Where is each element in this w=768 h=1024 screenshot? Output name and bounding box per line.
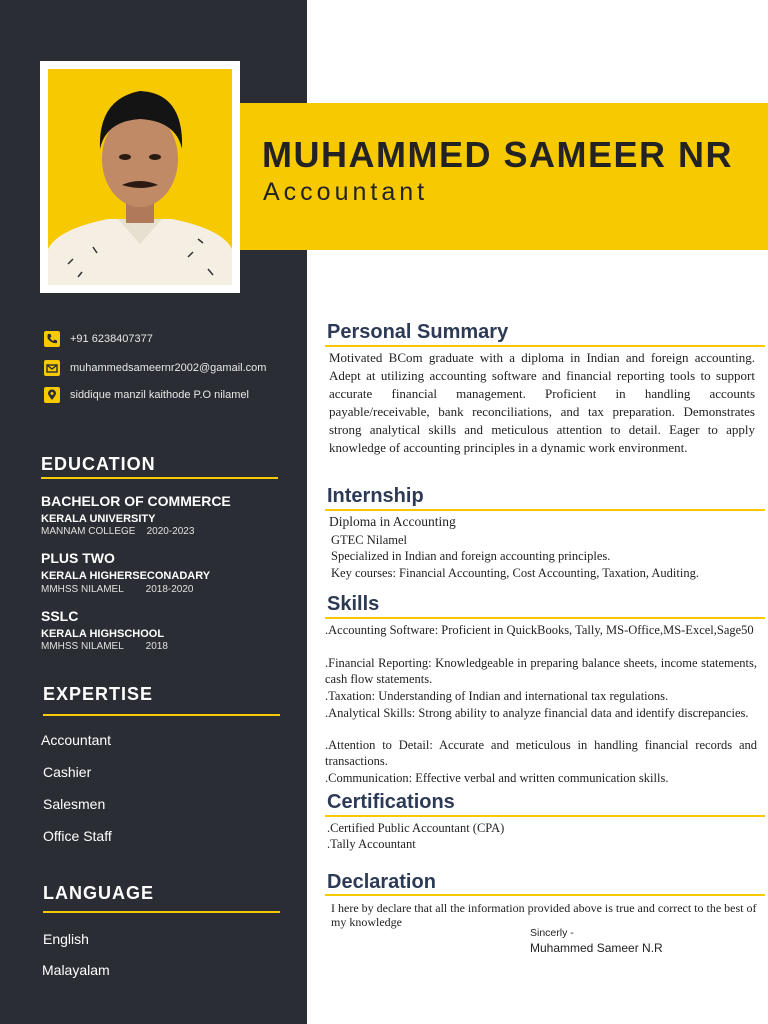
contact-phone-text: +91 6238407377	[70, 333, 153, 345]
education-degree: BACHELOR OF COMMERCE	[41, 493, 231, 509]
education-degree: SSLC	[41, 608, 79, 624]
certifications-heading: Certifications	[327, 791, 455, 813]
education-institution: KERALA HIGHSCHOOL	[41, 628, 165, 640]
declaration-divider	[325, 894, 765, 896]
candidate-name: MUHAMMED SAMEER NR	[262, 134, 733, 175]
expertise-item: Cashier	[43, 764, 92, 780]
expertise-divider	[43, 714, 280, 716]
summary-divider	[325, 345, 765, 347]
declaration-signature: Muhammed Sameer N.R	[530, 941, 663, 955]
language-item: English	[43, 931, 89, 947]
education-divider	[41, 477, 278, 479]
contact-email-text: muhammedsameernr2002@gamail.com	[70, 362, 267, 374]
education-detail: MMHSS NILAMEL 2018	[41, 641, 168, 652]
language-item: Malayalam	[42, 962, 110, 978]
internship-heading: Internship	[327, 485, 424, 507]
declaration-closing: Sincerly -	[530, 927, 574, 939]
expertise-item: Office Staff	[43, 828, 112, 844]
education-degree: PLUS TWO	[41, 550, 115, 566]
skills-divider	[325, 617, 765, 619]
header-banner	[240, 103, 768, 250]
internship-line: Key courses: Financial Accounting, Cost Accounting, Taxation, Auditing.	[331, 566, 699, 580]
profile-photo-frame	[40, 61, 240, 293]
skill-item: .Communication: Effective verbal and written communication skills.	[325, 771, 669, 785]
language-heading: LANGUAGE	[43, 883, 154, 903]
expertise-item: Salesmen	[43, 796, 106, 812]
job-title: Accountant	[263, 178, 429, 206]
mail-icon	[44, 360, 60, 376]
contact-address	[44, 386, 249, 404]
certification-item: .Tally Accountant	[327, 837, 416, 851]
skill-item: .Taxation: Understanding of Indian and international tax regulations.	[325, 689, 669, 703]
expertise-item: Accountant	[41, 732, 112, 748]
summary-text: Motivated BCom graduate with a diploma in Indian and foreign accounting. Adept at utilizing accounting software and financial reporting tools to support accurate financial management. Proficient in handling accounts payable/receivable, bank reconciliations, and tax preparation. Demonstrates strong analytical skills and meticulous attention to detail. Eager to apply knowledge of accounting principles in a dynamic work environment.	[329, 350, 755, 455]
skill-item: .Accounting Software: Proficient in QuickBooks, Tally, MS-Office,MS-Excel,Sage50	[325, 623, 754, 637]
profile-photo	[48, 69, 232, 285]
internship-divider	[325, 509, 765, 511]
education-institution: KERALA HIGHERSECONADARY	[41, 570, 211, 582]
internship-line: Specialized in Indian and foreign accounting principles.	[331, 549, 611, 563]
skill-item: .Analytical Skills: Strong ability to analyze financial data and identify discrepancies.	[325, 706, 749, 720]
phone-icon	[44, 331, 60, 347]
expertise-heading: EXPERTISE	[43, 684, 154, 704]
education-heading: EDUCATION	[41, 454, 156, 474]
skills-heading: Skills	[327, 593, 380, 615]
skill-item: .Financial Reporting: Knowledgeable in preparing balance sheets, income statements, cash flow statements.	[325, 656, 757, 686]
summary-heading: Personal Summary	[327, 321, 509, 343]
location-icon	[44, 387, 60, 403]
internship-line: GTEC Nilamel	[331, 533, 408, 547]
contact-phone	[44, 330, 153, 348]
education-detail: MMHSS NILAMEL 2018-2020	[41, 584, 194, 595]
skill-item: .Attention to Detail: Accurate and meticulous in handling financial records and transactions.	[325, 738, 757, 768]
declaration-text: I here by declare that all the information provided above is true and correct to the best of my knowledge	[331, 901, 757, 929]
contact-email	[44, 359, 266, 377]
certification-item: .Certified Public Accountant (CPA)	[327, 821, 505, 835]
certifications-divider	[325, 815, 765, 817]
declaration-heading: Declaration	[327, 871, 436, 893]
contact-address-text: siddique manzil kaithode P.O nilamel	[70, 389, 249, 401]
education-detail: MANNAM COLLEGE 2020-2023	[41, 526, 195, 537]
education-institution: KERALA UNIVERSITY	[41, 513, 156, 525]
internship-line: Diploma in Accounting	[329, 514, 456, 529]
language-divider	[43, 911, 280, 913]
